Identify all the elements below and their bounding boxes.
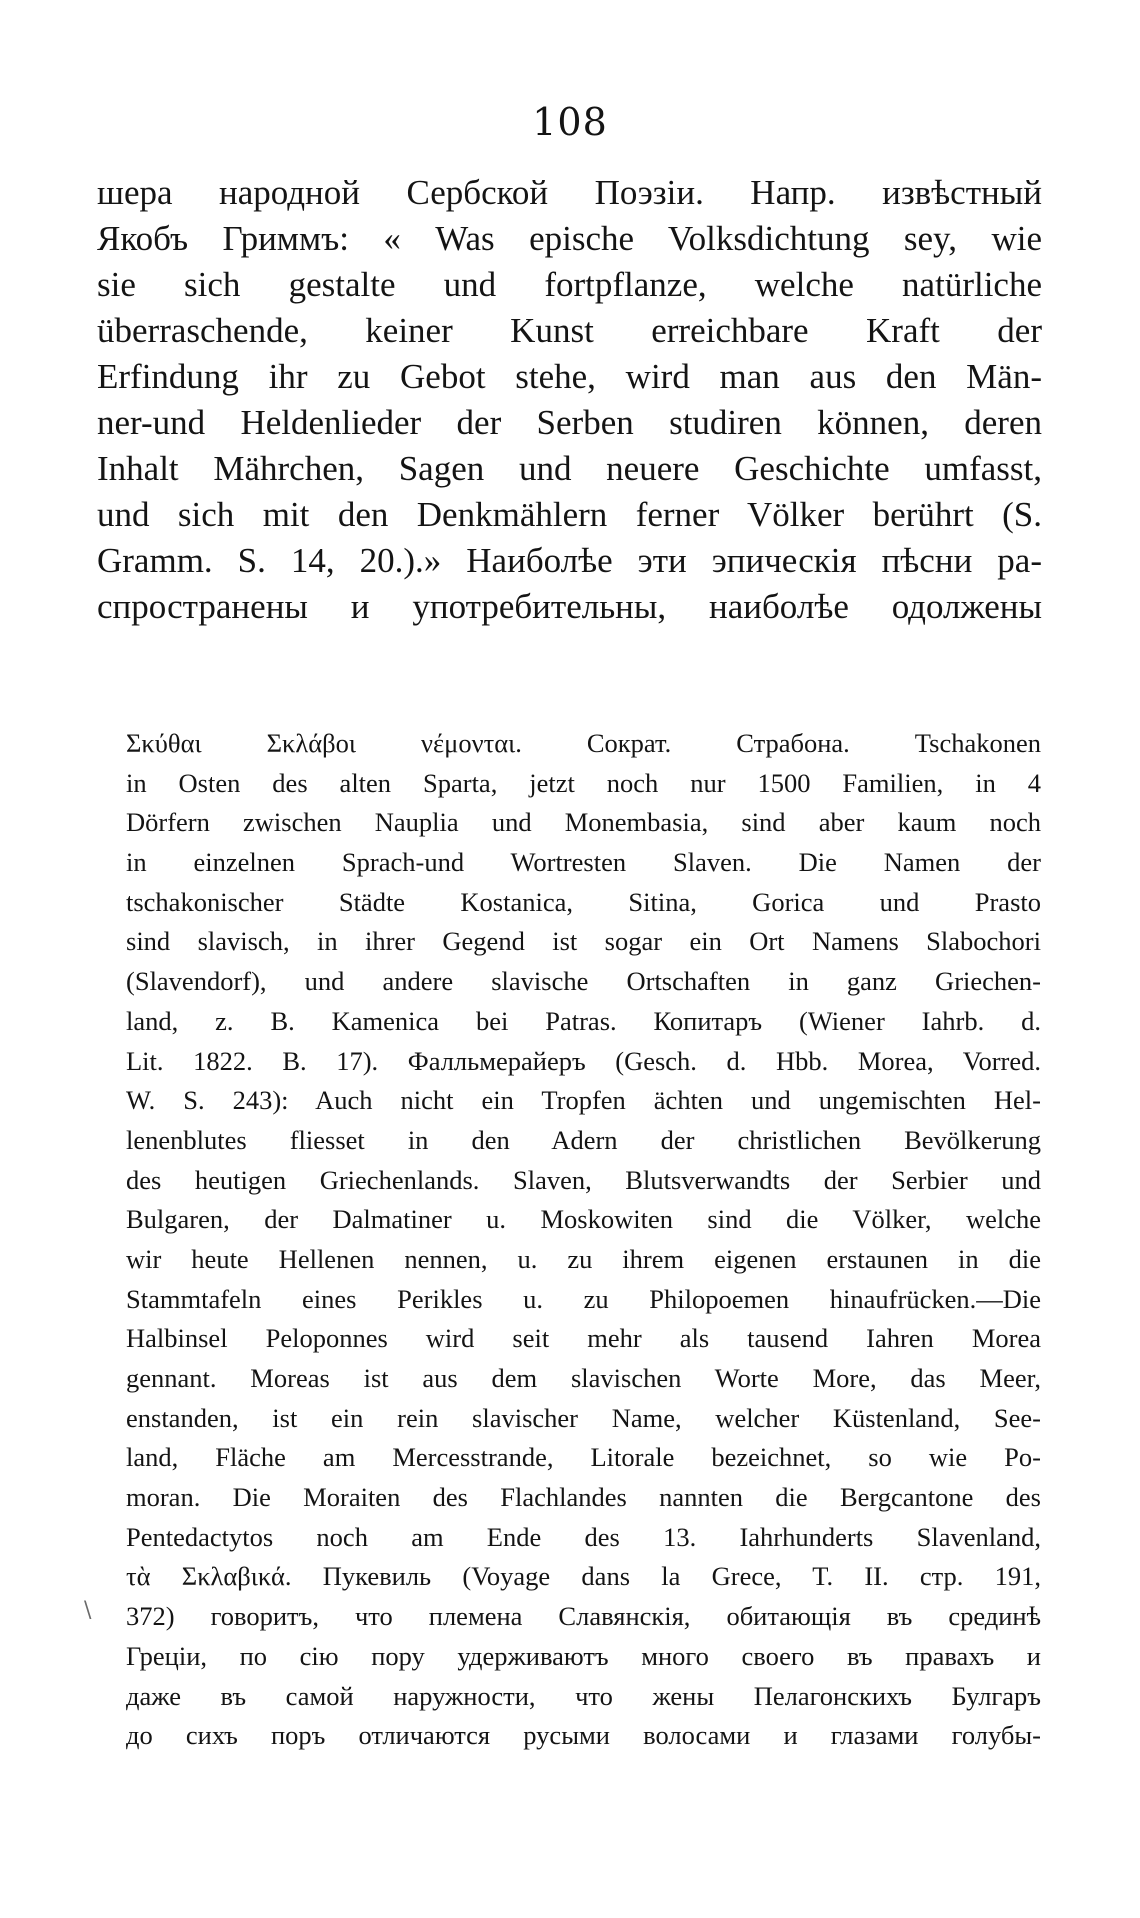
footnote-line: des heutigen Griechenlands. Slaven, Blutsverwandts der Serbier und <box>126 1164 1041 1195</box>
footnote-text <box>126 724 1041 1756</box>
footnote-line: Dörfern zwischen Nauplia und Monembasia, sind aber kaum noch <box>126 807 1041 838</box>
footnote-line: wir heute Hellenen nennen, u. zu ihrem eigenen erstaunen in die <box>126 1243 1041 1274</box>
footnote-line: sind slavisch, in ihrer Gegend ist sogar ein Ort Namens Slabochori <box>126 926 1041 957</box>
footnote-line: W. S. 243): Auch nicht ein Tropfen ächten und ungemischten Hel- <box>126 1085 1041 1116</box>
footnote-line: Pentedactytos noch am Ende des 13. Iahrhunderts Slavenland, <box>126 1521 1041 1552</box>
main-text-line: шера народной Сербской Поэзіи. Напр. извѣстный <box>97 173 1042 212</box>
footnote-line: до сихъ поръ отличаются русыми волосами и глазами голубы- <box>126 1720 1041 1751</box>
footnote-line: (Slavendorf), und andere slavische Ortschaften in ganz Griechen- <box>126 966 1041 997</box>
main-text-line: ner-und Heldenlieder der Serben studiren können, deren <box>97 403 1042 442</box>
main-text-line: und sich mit den Denkmählern ferner Völker berührt (S. <box>97 495 1042 534</box>
footnote-line: Bulgaren, der Dalmatiner u. Moskowiten sind die Völker, welche <box>126 1204 1041 1235</box>
footnote-line: Σκύθαι Σκλάβοι νέμονται. Сократ. Страбона. Tschakonen <box>126 728 1041 758</box>
footnote-line: τὰ Σκλαβικά. Пукевиль (Voyage dans la Grece, T. II. стр. 191, <box>126 1561 1041 1592</box>
main-text-line: überraschende, keiner Kunst erreichbare Kraft der <box>97 311 1042 350</box>
footnote-line: tschakonischer Städte Kostanica, Sitina, Gorica und Prasto <box>126 886 1041 917</box>
footnote-line: Halbinsel Peloponnes wird seit mehr als tausend Iahren Morea <box>126 1323 1041 1354</box>
main-body-text <box>97 170 1042 630</box>
footnote-line: enstanden, ist ein rein slavischer Name, welcher Küstenland, See- <box>126 1402 1041 1433</box>
footnote-line: gennant. Moreas ist aus dem slavischen Worte More, das Meer, <box>126 1363 1041 1393</box>
footnote-line: in Osten des alten Sparta, jetzt noch nur 1500 Familien, in 4 <box>126 767 1041 798</box>
footnote-line: Lit. 1822. B. 17). Фалльмерайеръ (Gesch. d. Hbb. Morea, Vorred. <box>126 1045 1041 1076</box>
footnote-line: Stammtafeln eines Perikles u. zu Philopoemen hinaufrücken.—Die <box>126 1283 1041 1314</box>
footnote-line: даже въ самой наружности, что жены Пелагонскихъ Булгаръ <box>126 1680 1041 1711</box>
main-text-line: Якобъ Гриммъ: « Was epische Volksdichtung sey, wie <box>97 219 1042 258</box>
main-text-line: Inhalt Mährchen, Sagen und neuere Geschichte umfasst, <box>97 449 1042 488</box>
main-text-line: Gramm. S. 14, 20.).» Наиболѣе эти эпическія пѣсни ра- <box>97 541 1042 580</box>
footnote-line: land, z. B. Kamenica bei Patras. Копитаръ (Wiener Iahrb. d. <box>126 1005 1041 1036</box>
main-text-line: Erfindung ihr zu Gebot stehe, wird man aus den Män- <box>97 357 1042 396</box>
margin-mark: \ <box>84 1598 92 1623</box>
footnote-line: in einzelnen Sprach-und Wortresten Slaven. Die Namen der <box>126 847 1041 878</box>
footnote-line: moran. Die Moraiten des Flachlandes nannten die Bergcantone des <box>126 1482 1041 1513</box>
footnote-line: lenenblutes fliesset in den Adern der christlichen Bevölkerung <box>126 1124 1041 1155</box>
page-number: 108 <box>532 100 608 144</box>
main-text-line: sie sich gestalte und fortpflanze, welche natürliche <box>97 265 1042 304</box>
footnote-line: 372) говоритъ, что племена Славянскія, обитающія въ срединѣ <box>126 1601 1041 1632</box>
footnote-line: land, Fläche am Mercesstrande, Litorale bezeichnet, so wie Po- <box>126 1442 1041 1473</box>
footnote-line: Греціи, по сію пору удерживаютъ много своего въ правахъ и <box>126 1640 1041 1671</box>
main-text-line: спространены и употребительны, наиболѣе одолжены <box>97 587 1042 626</box>
